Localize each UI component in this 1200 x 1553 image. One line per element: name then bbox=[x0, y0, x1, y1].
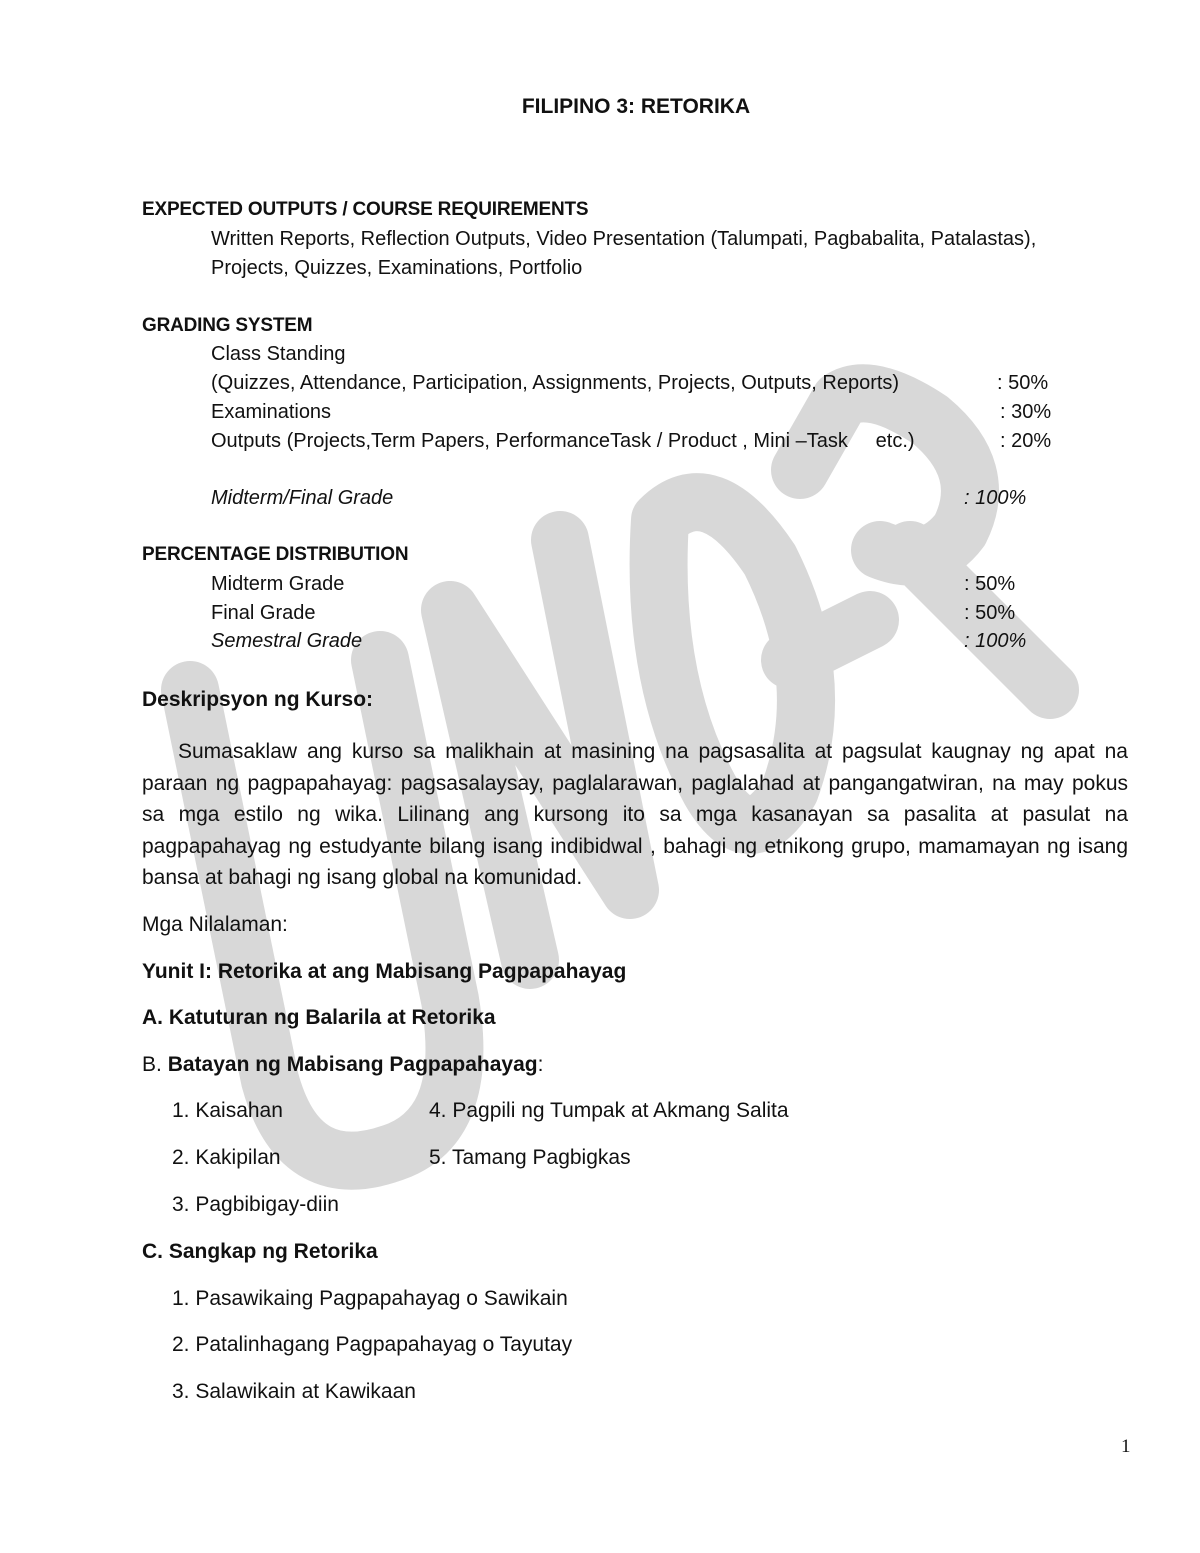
section-a-heading: A. Katuturan ng Balarila at Retorika bbox=[142, 1006, 496, 1029]
list-item: 1. Kaisahan bbox=[172, 1099, 283, 1122]
list-item: 3. Pagbibigay-diin bbox=[172, 1193, 339, 1216]
midterm-grade-label: Midterm Grade bbox=[211, 573, 345, 595]
examinations-label: Examinations bbox=[211, 401, 332, 423]
percentage-distribution-heading: PERCENTAGE DISTRIBUTION bbox=[142, 544, 409, 565]
description-heading: Deskripsyon ng Kurso: bbox=[142, 688, 374, 711]
list-item: 2. Patalinhagang Pagpapahayag o Tayutay bbox=[172, 1333, 573, 1356]
description-paragraph bbox=[142, 736, 1128, 894]
grading-system-heading: GRADING SYSTEM bbox=[142, 315, 313, 336]
final-grade-value: : 50% bbox=[964, 602, 1016, 624]
midterm-final-grade-label: Midterm/Final Grade bbox=[211, 487, 394, 509]
examinations-value: : 30% bbox=[1000, 401, 1052, 423]
list-item: 1. Pasawikaing Pagpapahayag o Sawikain bbox=[172, 1287, 568, 1310]
semestral-grade-value: : 100% bbox=[964, 630, 1027, 652]
outputs-label: Outputs (Projects,Term Papers, PerformanceTask / Product , Mini –Task etc.) bbox=[211, 430, 915, 452]
final-grade-label: Final Grade bbox=[211, 602, 316, 624]
section-b-title: Batayan ng Mabisang Pagpapahayag bbox=[167, 1053, 538, 1076]
section-c-heading: C. Sangkap ng Retorika bbox=[142, 1240, 378, 1263]
contents-label: Mga Nilalaman: bbox=[142, 913, 288, 936]
page-number: 1 bbox=[1121, 1436, 1131, 1457]
outputs-value: : 20% bbox=[1000, 430, 1052, 452]
class-standing-value: : 50% bbox=[997, 372, 1049, 394]
section-b-suffix: : bbox=[537, 1053, 544, 1076]
list-item: 2. Kakipilan bbox=[172, 1146, 281, 1169]
expected-outputs-line-1: Written Reports, Reflection Outputs, Video Presentation (Talumpati, Pagbabalita, Patalastas), bbox=[211, 228, 1037, 250]
unit-heading: Yunit I: Retorika at ang Mabisang Pagpapahayag bbox=[142, 960, 627, 983]
list-item: 4. Pagpili ng Tumpak at Akmang Salita bbox=[429, 1099, 789, 1122]
description-text: Sumasaklaw ang kurso sa malikhain at masining na pagsasalita at pagsulat kaugnay ng apat na paraan ng pagpapahayag: pagsasalaysay, paglalarawan, paglalahad at pangangatwiran, na may pokus sa mga estilo ng wika. Lilinang ang kursong ito sa mga kasanayan sa pasalita at pasulat na pagpapahayag ng estudyante bilang isang indibidwal , bahagi ng etnikong grupo, mamamayan ng isang bansa at bahagi ng isang global na komunidad. bbox=[142, 740, 1128, 889]
midterm-grade-value: : 50% bbox=[964, 573, 1016, 595]
class-standing-detail: (Quizzes, Attendance, Participation, Assignments, Projects, Outputs, Reports) bbox=[211, 372, 900, 394]
list-item: 3. Salawikain at Kawikaan bbox=[172, 1380, 416, 1403]
page-title: FILIPINO 3: RETORIKA bbox=[521, 95, 751, 118]
class-standing-label: Class Standing bbox=[211, 343, 346, 365]
midterm-final-grade-value: : 100% bbox=[964, 487, 1027, 509]
section-b-heading bbox=[142, 1053, 543, 1077]
semestral-grade-label: Semestral Grade bbox=[211, 630, 363, 652]
expected-outputs-heading: EXPECTED OUTPUTS / COURSE REQUIREMENTS bbox=[142, 199, 589, 220]
section-b-prefix: B. bbox=[142, 1053, 168, 1076]
list-item: 5. Tamang Pagbigkas bbox=[429, 1146, 631, 1169]
expected-outputs-line-2: Projects, Quizzes, Examinations, Portfolio bbox=[211, 257, 583, 279]
